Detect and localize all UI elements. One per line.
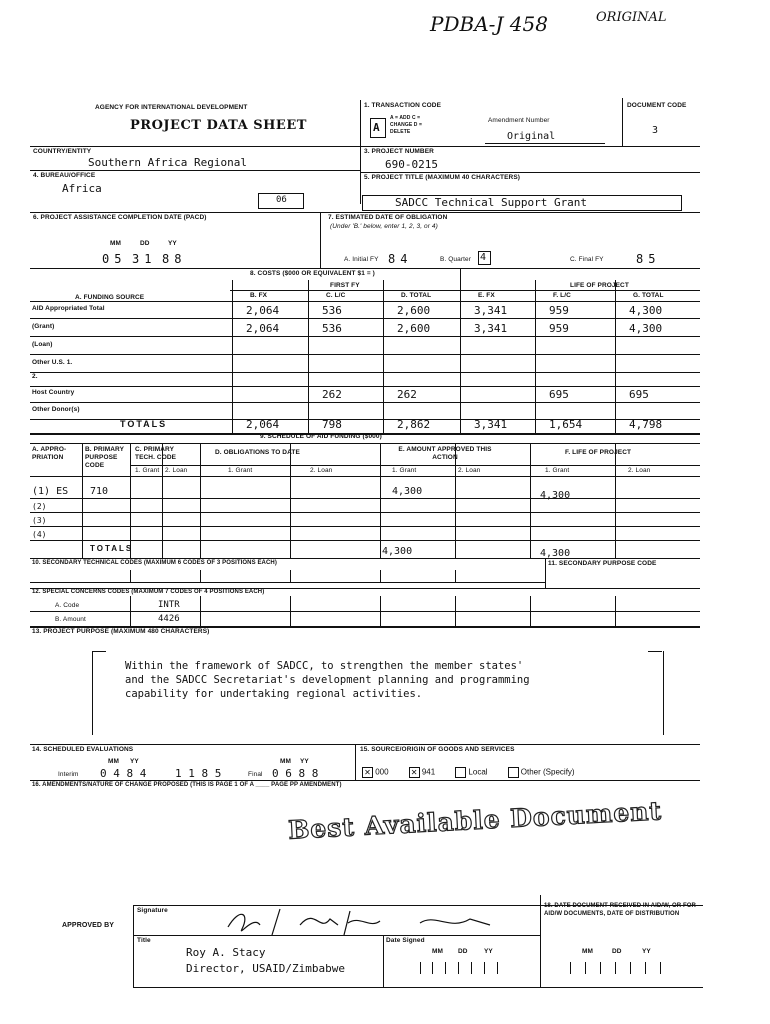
approved-by-label: APPROVED BY (62, 922, 115, 929)
receipt-yy: YY (642, 948, 651, 955)
special-amount-label: B. Amount (55, 616, 86, 623)
s9-row1-approp: (1) ES (32, 486, 69, 497)
s9-totals-label: TOTALS (90, 544, 134, 553)
source-option-941[interactable]: ✕ 941 (409, 767, 436, 778)
document-code-label: DOCUMENT CODE (627, 102, 687, 109)
eval-final: 0 6 8 8 (272, 767, 319, 780)
funding-source-label: A. FUNDING SOURCE (75, 294, 145, 301)
approver-name: Roy A. Stacy (186, 946, 266, 959)
life-of-project-label: LIFE OF PROJECT (570, 282, 629, 289)
s9-row2-label: (2) (32, 502, 47, 511)
form-title: PROJECT DATA SHEET (130, 118, 307, 133)
cost-row-label: TOTALS (120, 419, 168, 429)
source-option-000[interactable]: ✕ 000 (362, 767, 389, 778)
approver-title: Director, USAID/Zimbabwe (186, 962, 345, 975)
transaction-code-value: A (373, 121, 380, 134)
s9-row1-amount: 4,300 (392, 486, 423, 497)
cost-cell: 2,064 (246, 322, 280, 335)
cost-row-label: Other U.S. 1. (32, 359, 73, 366)
date-signed-dd: DD (458, 948, 468, 955)
pacd-mm-label: MM (110, 240, 122, 247)
cost-col-header: G. TOTAL (633, 292, 664, 299)
cost-cell: 536 (322, 304, 342, 317)
document-code-value: 3 (652, 125, 659, 136)
cost-cell: 3,341 (474, 418, 508, 431)
cost-cell: 959 (549, 304, 569, 317)
amendment-number-label: Amendment Number (488, 117, 550, 124)
receipt-dd: DD (612, 948, 622, 955)
transaction-options: A = ADD C = CHANGE D = DELETE (390, 115, 422, 135)
quarter-label: B. Quarter (440, 256, 471, 263)
source-option-other[interactable]: Other (Specify) (508, 767, 575, 778)
bureau-value: Africa (62, 182, 102, 195)
initial-fy-value: 84 (388, 252, 413, 266)
cost-cell: 4,798 (629, 418, 663, 431)
receipt-date-label: 18. DATE DOCUMENT RECEIVED IN AID/W, OR FOR AID/W DOCUMENTS, DATE OF DISTRIBUTION (544, 903, 696, 917)
source-option-local[interactable]: Local (455, 767, 487, 778)
cost-cell: 2,600 (397, 304, 431, 317)
final-fy-label: C. Final FY (570, 256, 604, 263)
eval-yy-label-1: YY (130, 758, 139, 765)
evaluations-label: 14. SCHEDULED EVALUATIONS (32, 746, 134, 753)
cost-cell: 2,064 (246, 304, 280, 317)
cost-cell: 262 (397, 388, 417, 401)
cost-row-label: (Grant) (32, 323, 55, 330)
bureau-label: 4. BUREAU/OFFICE (33, 172, 96, 179)
final-fy-value: 85 (636, 252, 661, 266)
eval-mm-label-2: MM (280, 758, 292, 765)
pacd-dd: 31 (132, 252, 157, 266)
s9-subhead: 2. Loan (165, 467, 188, 474)
cost-col-header: B. FX (250, 292, 268, 299)
cost-col-header: D. TOTAL (401, 292, 432, 299)
project-number-label: 3. PROJECT NUMBER (364, 148, 434, 155)
initial-fy-label: A. Initial FY (344, 256, 379, 263)
transaction-code-label: 1. TRANSACTION CODE (364, 102, 442, 109)
secondary-tech-label: 10. SECONDARY TECHNICAL CODES (MAXIMUM 6 CODES OF 3 POSITIONS EACH) (32, 560, 277, 566)
cost-cell: 1,654 (549, 418, 583, 431)
pacd-mm: 05 (102, 252, 127, 266)
pacd-yy-label: YY (168, 240, 177, 247)
cost-col-header: E. FX (478, 292, 495, 299)
obligation-label: 7. ESTIMATED DATE OF OBLIGATION (328, 214, 448, 221)
cost-cell: 4,300 (629, 304, 663, 317)
eval-mm-label-1: MM (108, 758, 120, 765)
s9-row4-label: (4) (32, 530, 47, 539)
col-a-appropriation: A. APPRO-PRIATION (32, 446, 67, 461)
col-f-life: F. LIFE OF PROJECT (565, 449, 632, 456)
pacd-yy: 88 (162, 252, 187, 266)
col-c-tech-code: C. PRIMARY TECH. CODE (135, 446, 177, 461)
cost-cell: 798 (322, 418, 342, 431)
costs-header: 8. COSTS ($000 OR EQUIVALENT $1 = ) (250, 270, 375, 277)
cost-col-header: F. L/C (553, 292, 571, 299)
s9-subhead: 2. Loan (458, 467, 481, 474)
s9-subhead: 1. Grant (392, 467, 417, 474)
s9-totals-life: 4,300 (540, 548, 571, 559)
country-label: COUNTRY/ENTITY (33, 148, 92, 155)
s9-subhead: 2. Loan (628, 467, 651, 474)
s9-subhead: 1. Grant (545, 467, 570, 474)
date-signed-mm: MM (432, 948, 444, 955)
cost-cell: 2,862 (397, 418, 431, 431)
purpose-line-3: capability for undertaking regional activities. (125, 688, 423, 700)
cost-row-label: 2. (32, 373, 38, 380)
cost-col-header: C. L/C (326, 292, 346, 299)
date-signed-label: Date Signed (386, 937, 425, 944)
special-code-value: INTR (158, 600, 180, 610)
cost-cell: 695 (629, 388, 649, 401)
cost-cell: 3,341 (474, 322, 508, 335)
s9-totals-amount: 4,300 (382, 546, 413, 557)
cost-cell: 3,341 (474, 304, 508, 317)
cost-cell: 536 (322, 322, 342, 335)
obligation-sublabel: (Under 'B.' below, enter 1, 2, 3, or 4) (330, 223, 438, 230)
cost-cell: 262 (322, 388, 342, 401)
receipt-mm: MM (582, 948, 594, 955)
eval-interim-label: Interim (58, 771, 79, 778)
cost-cell: 695 (549, 388, 569, 401)
eval-interim-2: 1 1 8 5 (175, 767, 222, 780)
cost-cell: 2,064 (246, 418, 280, 431)
date-signed-yy: YY (484, 948, 493, 955)
eval-interim-1: 0 4 8 4 (100, 767, 147, 780)
purpose-label: 13. PROJECT PURPOSE (MAXIMUM 480 CHARACTERS) (32, 628, 210, 635)
eval-yy-label-2: YY (300, 758, 309, 765)
signature-label: Signature (137, 907, 168, 914)
purpose-line-1: Within the framework of SADCC, to strengthen the member states' (125, 660, 524, 672)
col-d-obligations: D. OBLIGATIONS TO DATE (215, 449, 300, 456)
amendment-number-value: Original (507, 131, 556, 142)
s9-subhead: 1. Grant (228, 467, 253, 474)
project-title-label: 5. PROJECT TITLE (MAXIMUM 40 CHARACTERS) (364, 174, 521, 181)
special-concerns-label: 12. SPECIAL CONCERNS CODES (MAXIMUM 7 CODES OF 4 POSITIONS EACH) (32, 589, 265, 595)
col-b-purpose: B. PRIMARY PURPOSE CODE (85, 446, 124, 469)
secondary-purpose-label: 11. SECONDARY PURPOSE CODE (548, 560, 657, 567)
cost-row-label: (Loan) (32, 341, 53, 348)
source-label: 15. SOURCE/ORIGIN OF GOODS AND SERVICES (360, 746, 515, 753)
s9-subhead: 1. Grant (135, 467, 160, 474)
best-available-stamp: Best Available Document (287, 796, 663, 845)
title-label: Title (137, 937, 151, 944)
cost-cell: 2,600 (397, 322, 431, 335)
special-amount-value: 4426 (158, 614, 180, 624)
special-code-label: A. Code (55, 602, 80, 609)
cost-row-label: Other Donor(s) (32, 406, 80, 413)
project-title-value: SADCC Technical Support Grant (395, 196, 588, 209)
agency-line: AGENCY FOR INTERNATIONAL DEVELOPMENT (95, 104, 248, 111)
section9-header: 9. SCHEDULE OF AID FUNDING ($000) (260, 433, 382, 440)
eval-final-label: Final (248, 771, 263, 778)
first-fy-label: FIRST FY (330, 282, 360, 289)
pacd-label: 6. PROJECT ASSISTANCE COMPLETION DATE (PACD) (33, 214, 207, 221)
s9-subhead: 2. Loan (310, 467, 333, 474)
amendments-label: 16. AMENDMENTS/NATURE OF CHANGE PROPOSED (THIS IS PAGE 1 OF A ____ PAGE PP AMENDMENT) (32, 782, 342, 788)
project-number-value: 690-0215 (385, 158, 438, 171)
s9-row3-label: (3) (32, 516, 47, 525)
cost-row-label: AID Appropriated Total (32, 305, 105, 312)
s9-row1-purpose: 710 (90, 486, 109, 497)
cost-cell: 4,300 (629, 322, 663, 335)
s9-row1-life: 4,300 (540, 490, 571, 501)
cost-cell: 959 (549, 322, 569, 335)
handwritten-original-note: ORIGINAL (596, 10, 667, 25)
purpose-line-2: and the SADCC Secretariat's development planning and programming (125, 674, 530, 686)
pacd-dd-label: DD (140, 240, 150, 247)
handwritten-doc-id: PDBA-J 458 (430, 12, 548, 36)
country-value: Southern Africa Regional (88, 156, 247, 169)
cost-row-label: Host Country (32, 389, 75, 396)
signature-scrawl (220, 905, 500, 944)
quarter-value: 4 (480, 252, 487, 263)
col-e-approved: E. AMOUNT APPROVED THIS ACTION (398, 446, 492, 461)
bureau-code: 06 (276, 195, 287, 205)
